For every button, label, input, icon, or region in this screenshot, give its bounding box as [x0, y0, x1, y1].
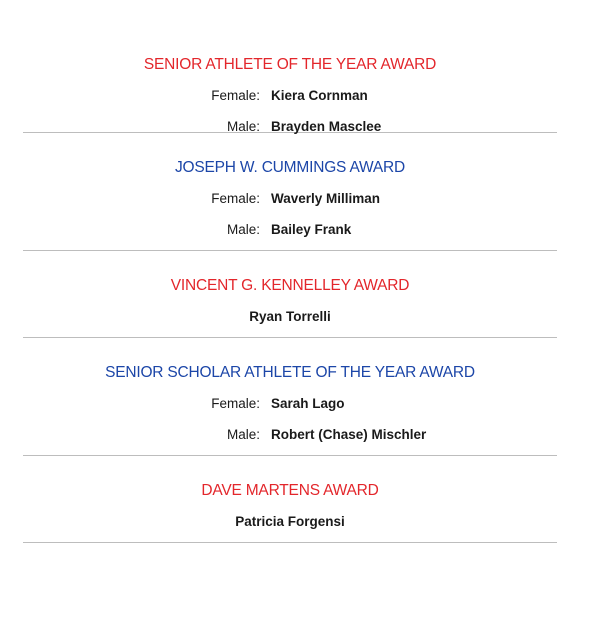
recipient-name: Kiera Cornman [271, 88, 368, 103]
award-title: JOSEPH W. CUMMINGS AWARD [174, 159, 405, 176]
award-joseph-cummings [23, 133, 557, 251]
award-title: SENIOR SCHOLAR ATHLETE OF THE YEAR AWARD [105, 364, 475, 381]
recipient-name: Patricia Forgensi [235, 514, 345, 529]
awards-list [23, 40, 557, 543]
award-title: DAVE MARTENS AWARD [201, 482, 379, 499]
recipient-row [23, 214, 557, 245]
award-title: VINCENT G. KENNELLEY AWARD [170, 277, 410, 294]
recipient-label: Male: [226, 427, 260, 442]
recipient-name: Sarah Lago [271, 396, 345, 411]
recipient-row [23, 419, 557, 450]
award-senior-scholar-athlete [23, 338, 557, 456]
recipient-row [23, 111, 557, 142]
award-dave-martens [23, 456, 557, 543]
award-senior-athlete [23, 40, 557, 133]
recipient-name: Ryan Torrelli [249, 309, 331, 324]
recipient-row [23, 506, 557, 537]
recipient-label: Male: [226, 119, 260, 134]
recipient-row [23, 301, 557, 332]
recipient-label: Female: [211, 396, 260, 411]
recipient-name: Waverly Milliman [271, 191, 381, 206]
award-title: SENIOR ATHLETE OF THE YEAR AWARD [143, 56, 437, 73]
recipient-name: Robert (Chase) Mischler [271, 427, 427, 442]
recipient-row [23, 183, 557, 214]
recipient-row [23, 80, 557, 111]
recipient-label: Female: [211, 191, 260, 206]
recipient-label: Male: [226, 222, 260, 237]
recipient-name: Bailey Frank [271, 222, 352, 237]
recipient-name: Brayden Masclee [271, 119, 382, 134]
recipient-row [23, 388, 557, 419]
recipient-label: Female: [211, 88, 260, 103]
award-vincent-kennelley [23, 251, 557, 338]
